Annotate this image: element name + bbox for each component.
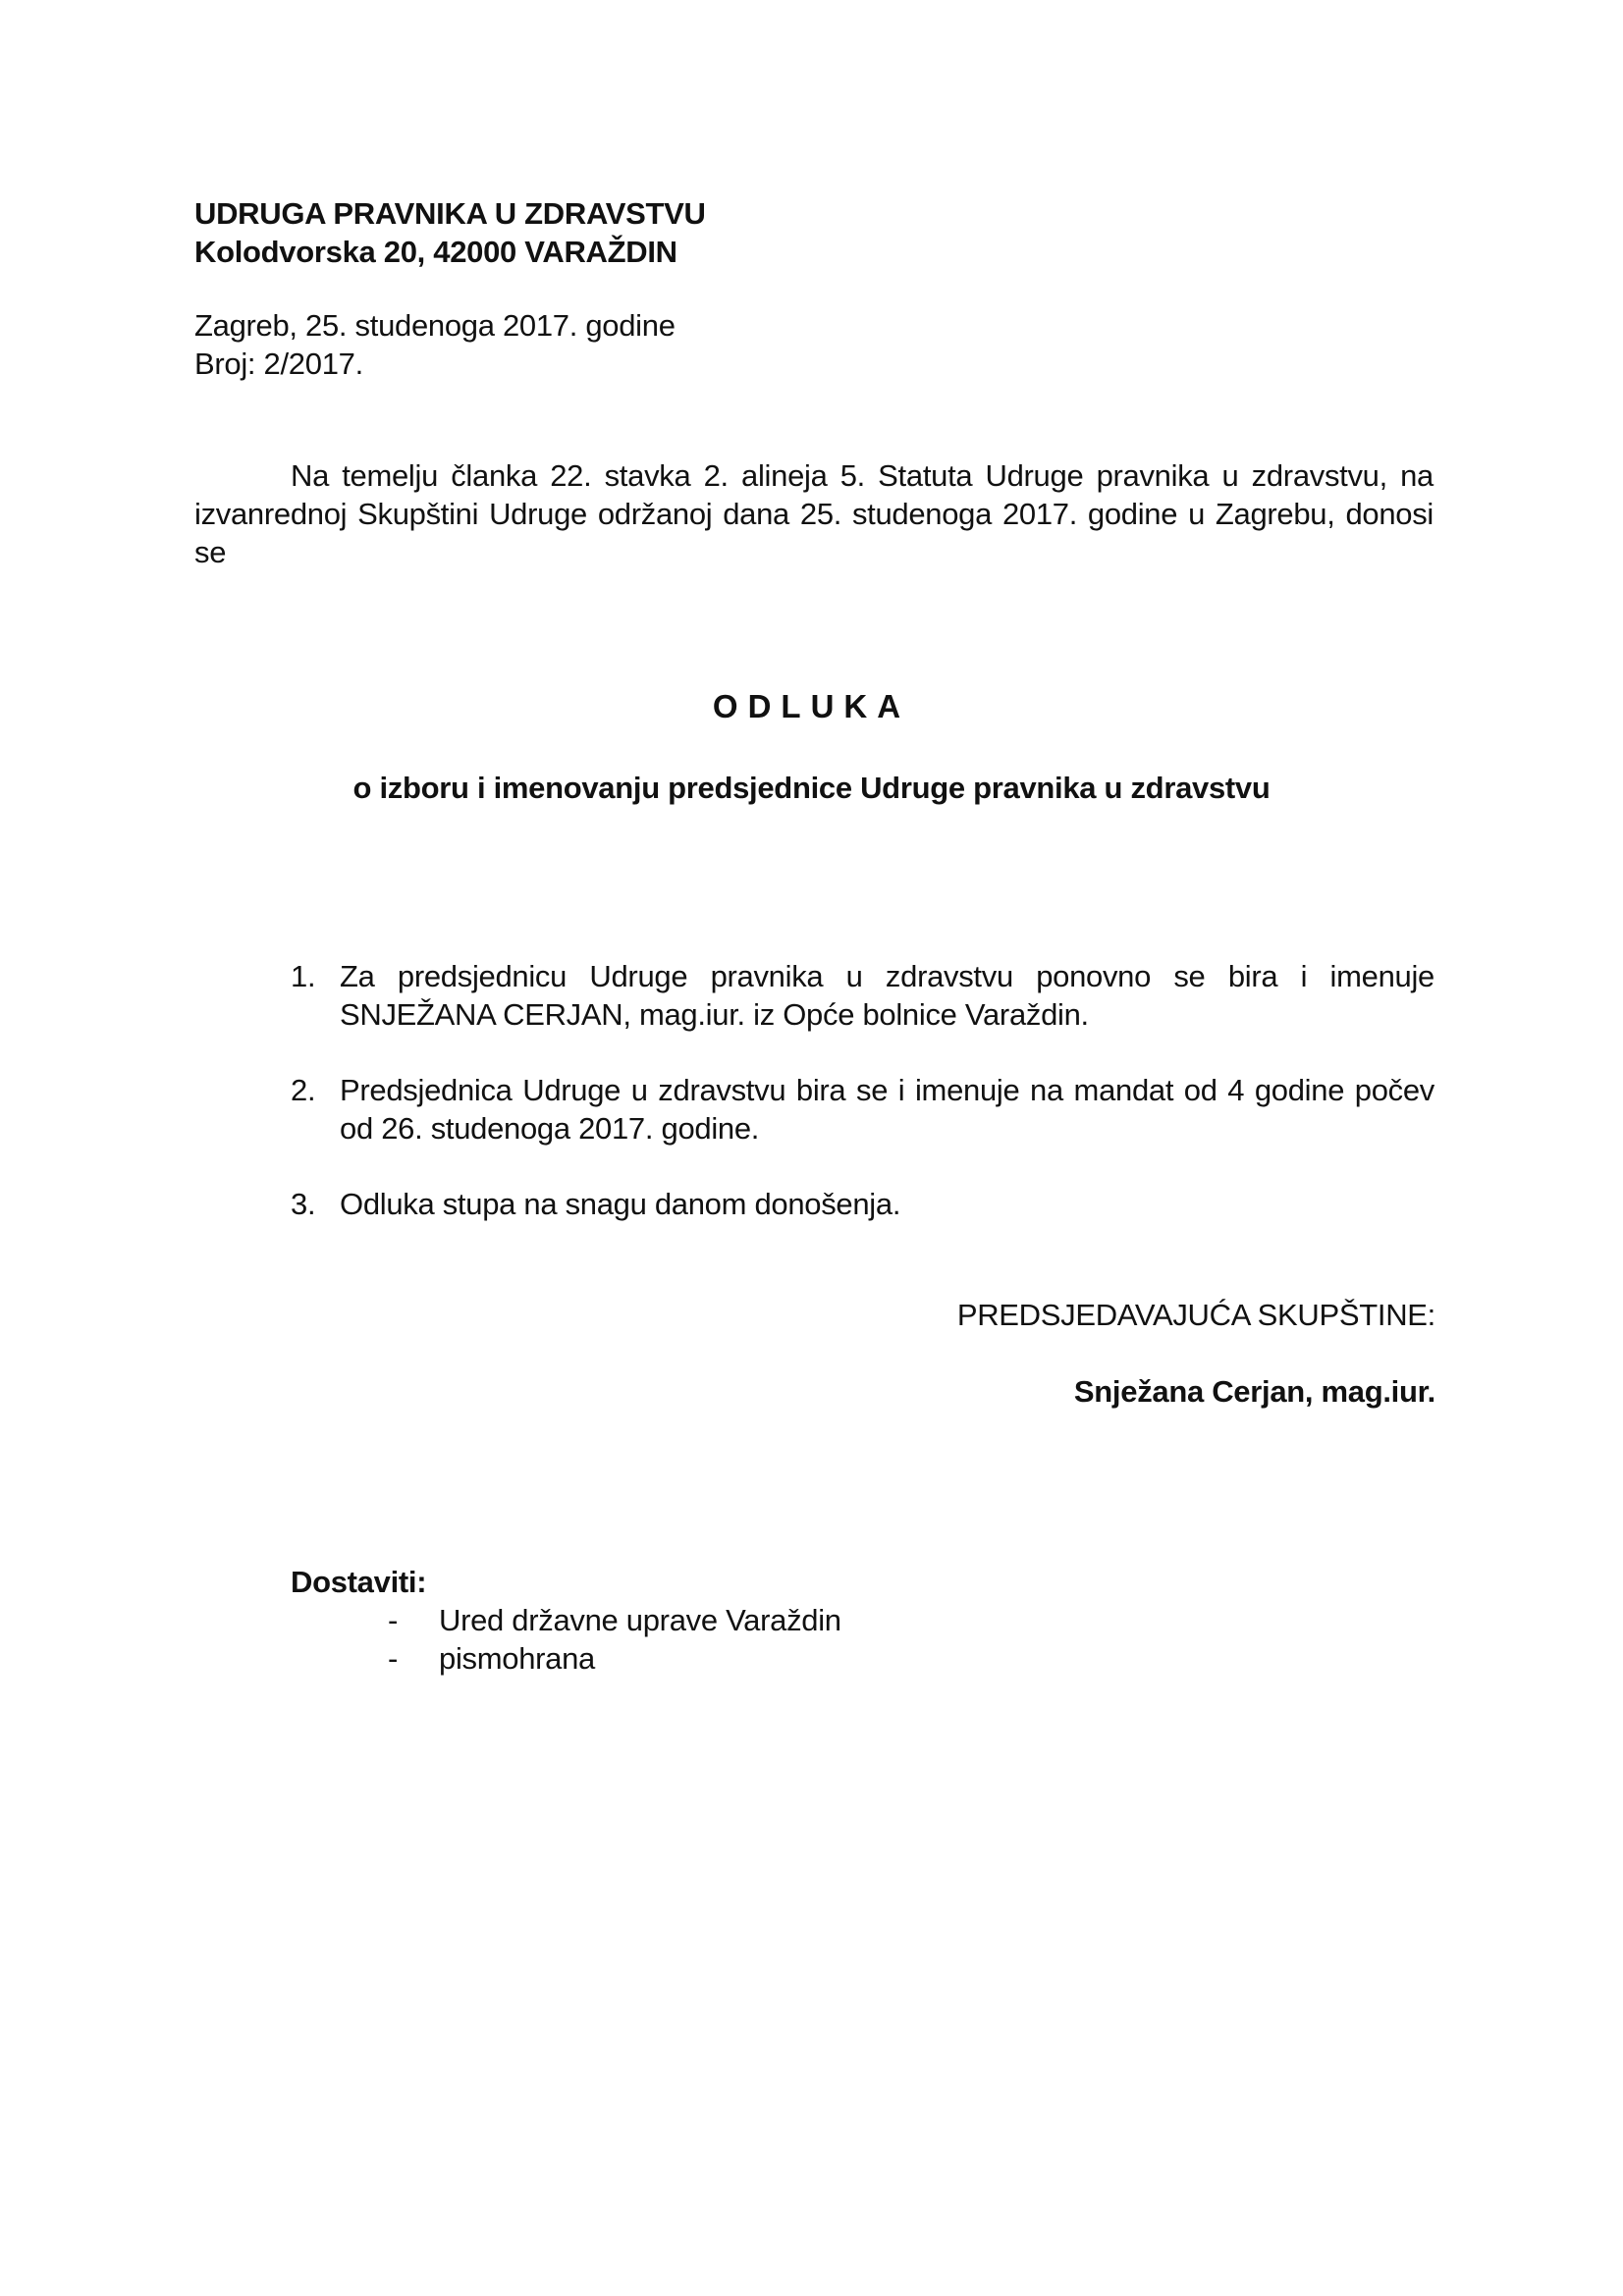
organization-address: Kolodvorska 20, 42000 VARAŽDIN [194,235,677,269]
decision-subtitle: o izboru i imenovanju predsjednice Udruge pravnika u zdravstvu [352,771,1271,805]
delivery-recipient-text: Ured državne uprave Varaždin [439,1603,841,1637]
intro-paragraph [194,456,1434,571]
list-dash: - [388,1603,399,1637]
delivery-recipient-text: pismohrana [439,1641,595,1676]
delivery-recipient [388,1601,1075,1639]
decision-item-text: Odluka stupa na snagu danom donošenja. [340,1187,901,1221]
decision-item-text: Za predsjednicu Udruge pravnika u zdravstvu ponovno se bira i imenuje SNJEŽANA CERJAN, mag.iur. iz Opće bolnice Varaždin. [340,959,1434,1032]
decision-item-number: 1. [291,959,316,993]
list-dash: - [388,1641,399,1676]
decision-item-text: Predsjednica Udruge u zdravstvu bira se i imenuje na mandat od 4 godine počev od 26. studenoga 2017. godine. [340,1073,1434,1146]
decision-item [291,957,1434,1034]
signature-role: PREDSJEDAVAJUĆA SKUPŠTINE: [956,1298,1435,1332]
document-number: Broj: 2/2017. [194,347,363,381]
delivery-recipient [388,1639,1075,1678]
organization-name: UDRUGA PRAVNIKA U ZDRAVSTVU [194,196,706,231]
decision-item-number: 2. [291,1073,316,1107]
intro-text: Na temelju članka 22. stavka 2. alineja 5. Statuta Udruge pravnika u zdravstvu, na izvanrednoj Skupštini Udruge održanoj dana 25. studenoga 2017. godine u Zagrebu, donosi se [194,458,1434,569]
document-meta [194,306,1078,383]
signature-name: Snježana Cerjan, mag.iur. [1073,1374,1435,1409]
delivery-label: Dostaviti: [291,1565,427,1599]
organization-header [194,194,1078,271]
delivery-list [388,1601,1075,1678]
decision-item-number: 3. [291,1187,316,1221]
decision-title: ODLUKA [712,688,911,724]
decision-list [291,957,1434,1260]
place-date: Zagreb, 25. studenoga 2017. godine [194,308,676,343]
decision-item [291,1071,1434,1148]
decision-item [291,1185,1434,1223]
